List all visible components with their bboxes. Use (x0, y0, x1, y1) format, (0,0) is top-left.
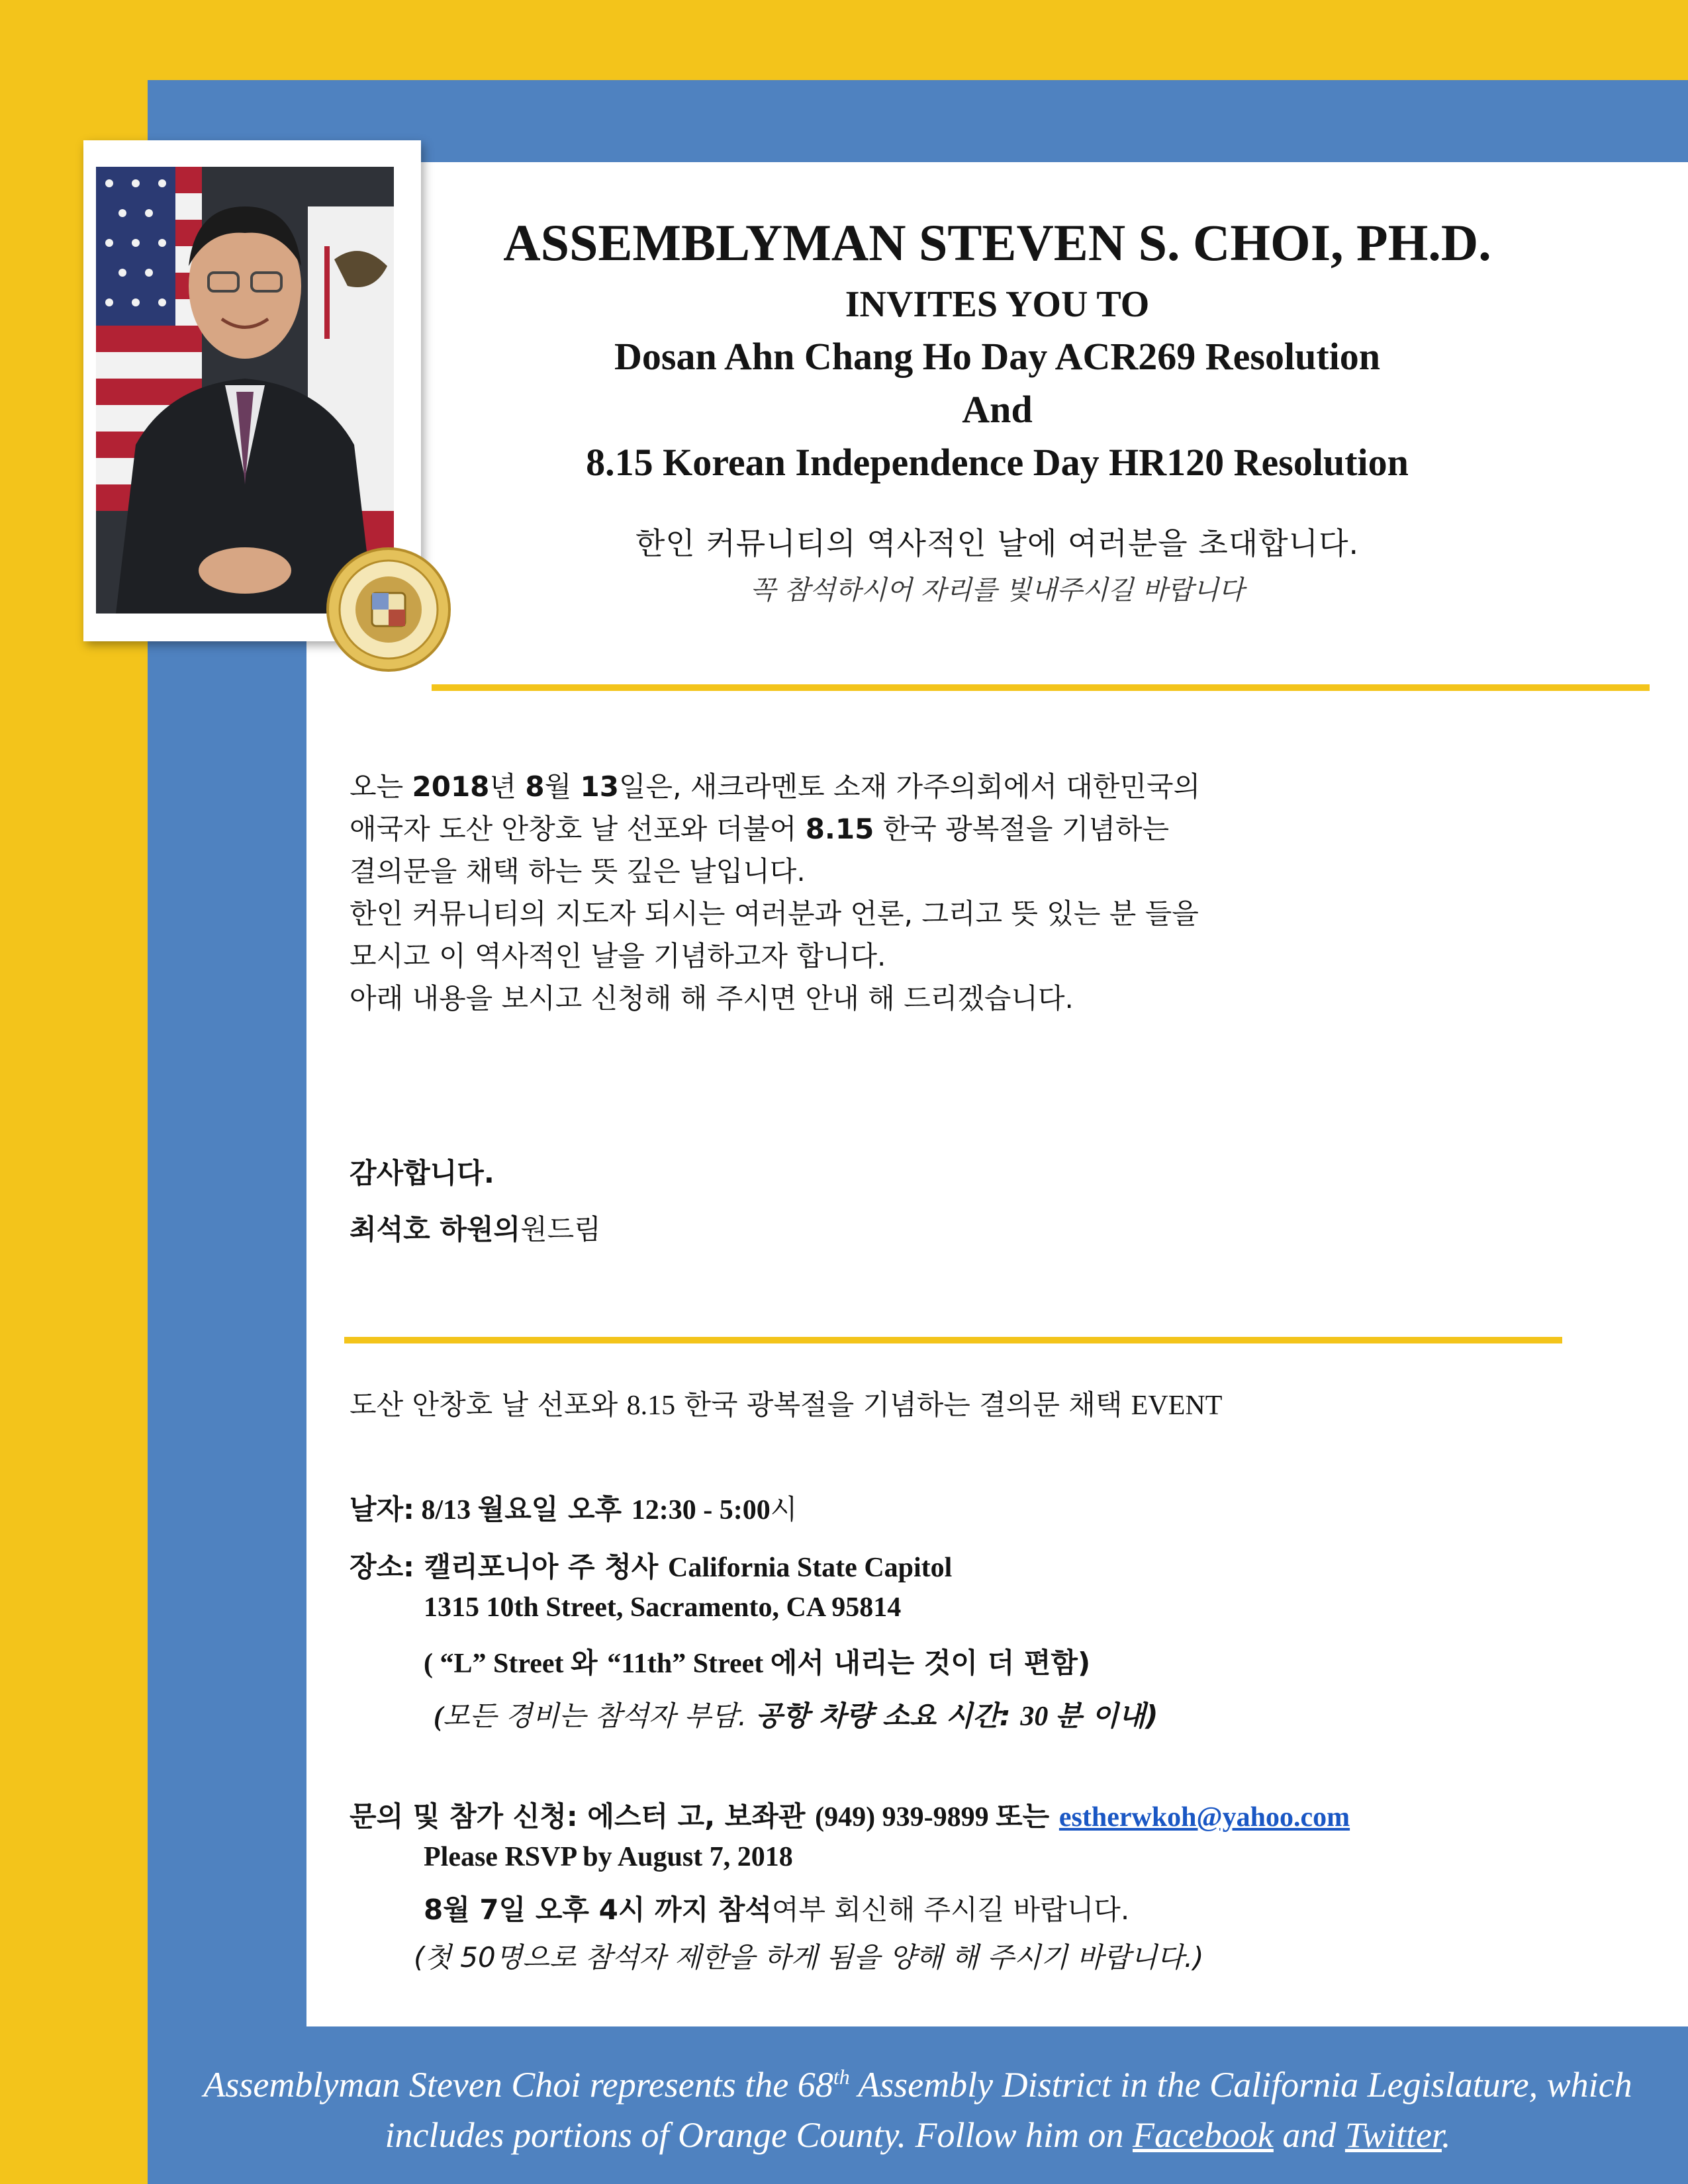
korean-invite: 한인 커뮤니티의 역사적인 날에 여러분을 초대합니다. (635, 525, 1360, 561)
rsvp-line: Please RSVP by August 7, 2018 (424, 1842, 793, 1872)
body-line-1: 오는 2018년 8월 13일은, 새크라멘토 소재 가주의회에서 대한민국의 (350, 770, 1201, 803)
event-address: 1315 10th Street, Sacramento, CA 95814 (424, 1592, 902, 1623)
event-date: 날자: 8/13 월요일 오후 12:30 - 5:00시 (350, 1493, 798, 1525)
gold-divider-bottom (344, 1337, 1562, 1343)
rsvp-korean: 8월 7일 오후 4시 까지 참석여부 회신해 주시길 바랍니다. (424, 1893, 1130, 1926)
and-line: And (962, 388, 1033, 431)
contact-email-link[interactable]: estherwkoh@yahoo.com (1058, 1802, 1350, 1833)
footer-line-2: includes portions of Orange County. Follow him on Facebook and Twitter. (385, 2115, 1451, 2155)
event-parking-note: ( “L” Street 와 “11th” Street 에서 내리는 것이 더 편함) (424, 1647, 1091, 1679)
body-line-2: 애국자 도산 안창호 날 선포와 더불어 8.15 한국 광복절을 기념하는 (350, 813, 1170, 845)
body-line-4: 한인 커뮤니티의 지도자 되시는 여러분과 언론, 그리고 뜻 있는 분 들을 (350, 897, 1199, 930)
korean-subtitle: 꼭 참석하시어 자리를 빛내주시길 바랍니다 (750, 575, 1244, 606)
footer-line-1: Assemblyman Steven Choi represents the 68th Assembly District in the California Legislature, which (203, 2065, 1632, 2105)
event-cost-note: (모든 경비는 참석자 부담. 공항 차량 소요 시간: 30 분 이내) (434, 1700, 1158, 1732)
attendance-limit-note: (첫 50명으로 참석자 제한을 하게 됨을 양해 해 주시기 바랍니다.) (414, 1941, 1204, 1974)
footer-text (148, 2052, 1688, 2160)
event1-title: Dosan Ahn Chang Ho Day ACR269 Resolution (614, 335, 1381, 378)
gold-divider-top (432, 684, 1650, 691)
invites-line: INVITES YOU TO (845, 284, 1150, 325)
invitation-body (350, 766, 1200, 1020)
event-contact: 문의 및 참가 신청: 에스터 고, 보좌관 (949) 939-9899 또는 estherwkoh@yahoo.com (350, 1800, 1350, 1833)
body-line-6: 아래 내용을 보시고 신청해 해 주시면 안내 해 드리겠습니다. (350, 982, 1074, 1015)
page-title: ASSEMBLYMAN STEVEN S. CHOI, PH.D. (503, 214, 1491, 271)
thanks-text: 감사합니다. (350, 1157, 494, 1189)
facebook-link[interactable]: Facebook (1133, 2115, 1274, 2155)
state-assembly-seal-icon (326, 547, 451, 672)
event-place: 장소: 캘리포니아 주 청사 California State Capitol (350, 1551, 953, 1583)
event2-title: 8.15 Korean Independence Day HR120 Resolution (586, 441, 1409, 484)
body-line-3: 결의문을 채택 하는 뜻 깊은 날입니다. (350, 855, 806, 887)
twitter-link[interactable]: Twitter (1344, 2115, 1442, 2155)
event-heading: 도산 안창호 날 선포와 8.15 한국 광복절을 기념하는 결의문 채택 EVENT (350, 1388, 1223, 1421)
body-line-5: 모시고 이 역사적인 날을 기념하고자 합니다. (350, 940, 886, 972)
signature: 최석호 하원의원드림 (350, 1213, 601, 1246)
